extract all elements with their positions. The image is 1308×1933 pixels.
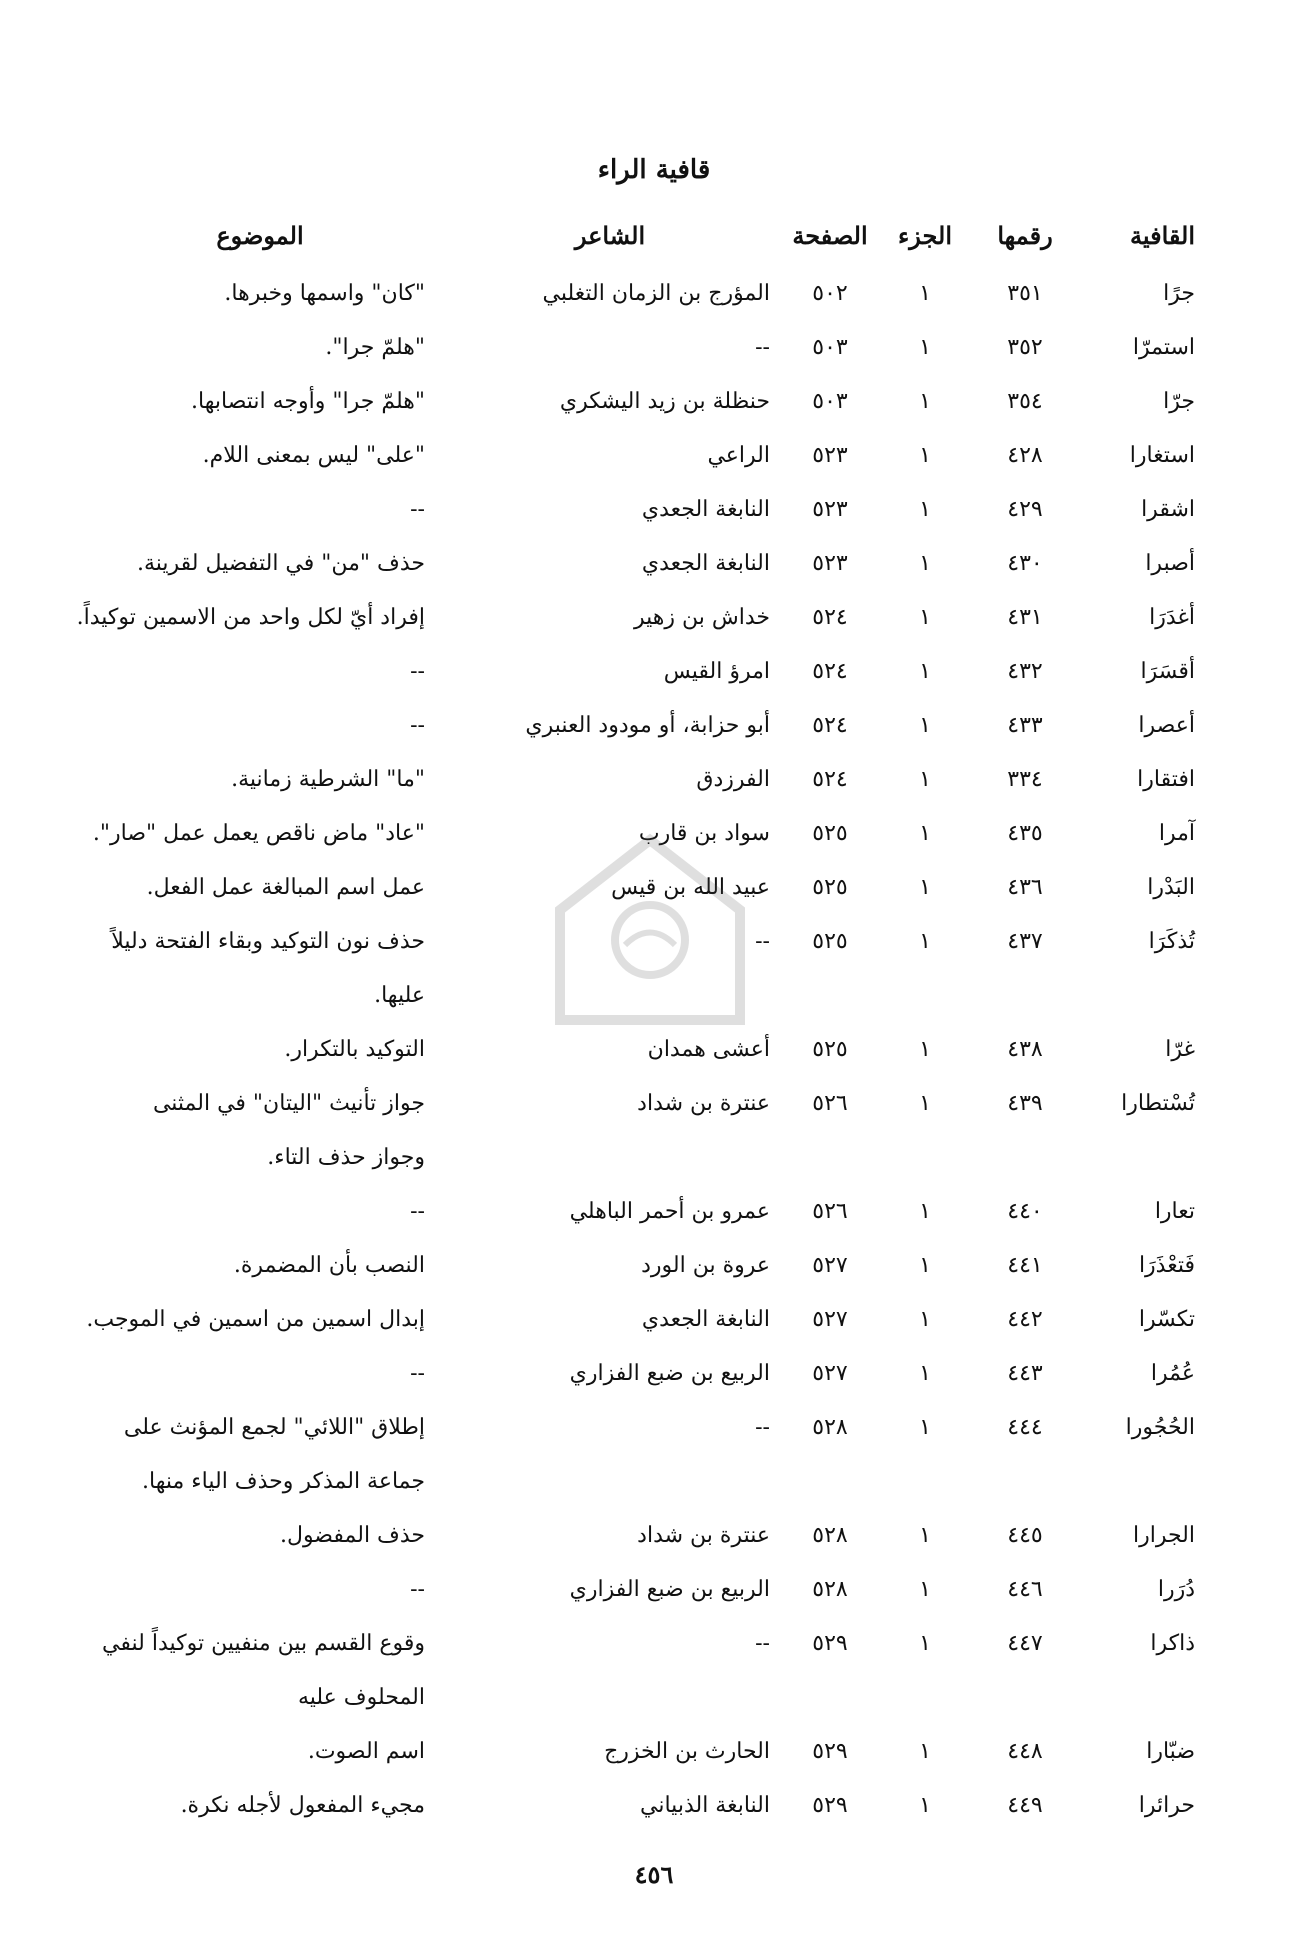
page-number: ٤٥٦ <box>634 1860 674 1889</box>
cell-rhyme: ضبّارا <box>1146 1739 1195 1764</box>
cell-page: ٥٢٩ <box>812 1739 848 1764</box>
table-row <box>95 1509 1195 1563</box>
cell-topic: عمل اسم المبالغة عمل الفعل. <box>146 875 425 900</box>
cell-poet: أبو حزابة، أو مودود العنبري <box>525 713 770 738</box>
cell-poet: النابغة الجعدي <box>641 497 770 522</box>
cell-part: ١ <box>919 443 931 468</box>
cell-part: ١ <box>919 821 931 846</box>
cell-rhyme: ذاكرا <box>1150 1631 1195 1656</box>
cell-rhyme: فَتعْذَرَا <box>1138 1253 1195 1278</box>
cell-poet: -- <box>755 929 770 954</box>
cell-page: ٥٢٦ <box>812 1199 848 1224</box>
cell-part: ١ <box>919 767 931 792</box>
cell-number: ٣٥٤ <box>1007 389 1043 414</box>
cell-poet: الحارث بن الخزرج <box>604 1739 770 1764</box>
cell-topic: "ما" الشرطية زمانية. <box>231 767 425 792</box>
cell-rhyme: جرًا <box>1163 281 1195 306</box>
cell-topic: -- <box>410 1577 425 1602</box>
cell-poet: امرؤ القيس <box>663 659 770 684</box>
cell-number: ٤٤٨ <box>1007 1739 1043 1764</box>
cell-topic: وقوع القسم بين منفيين توكيداً لنفي المحلوف عليه <box>102 1631 425 1710</box>
cell-part: ١ <box>919 389 931 414</box>
cell-number: ٣٣٤ <box>1007 767 1043 792</box>
cell-part: ١ <box>919 1523 931 1548</box>
cell-page: ٥٠٣ <box>812 335 848 360</box>
cell-part: ١ <box>919 875 931 900</box>
table-row <box>95 1401 1195 1509</box>
cell-number: ٤٣٣ <box>1007 713 1043 738</box>
cell-number: ٣٥١ <box>1007 281 1043 306</box>
cell-number: ٤٤٤ <box>1007 1415 1043 1440</box>
section-title: قافية الراء <box>597 155 711 185</box>
cell-part: ١ <box>919 1793 931 1818</box>
table-row <box>95 1185 1195 1239</box>
cell-page: ٥٢٨ <box>812 1415 848 1440</box>
table-row <box>95 1077 1195 1185</box>
cell-page: ٥٢٣ <box>812 443 848 468</box>
cell-page: ٥٢٥ <box>812 821 848 846</box>
cell-page: ٥٢٣ <box>812 551 848 576</box>
cell-rhyme: غرّا <box>1165 1037 1195 1062</box>
cell-topic: حذف نون التوكيد وبقاء الفتحة دليلاً عليها. <box>111 929 425 1008</box>
cell-page: ٥٢٦ <box>812 1091 848 1116</box>
cell-part: ١ <box>919 713 931 738</box>
cell-topic: النصب بأن المضمرة. <box>233 1253 425 1278</box>
cell-part: ١ <box>919 551 931 576</box>
cell-rhyme: أغدَرَا <box>1149 605 1195 630</box>
table-row <box>95 699 1195 753</box>
cell-rhyme: أقسَرَا <box>1140 659 1195 684</box>
table-row <box>95 1779 1195 1833</box>
cell-topic: "عاد" ماض ناقص يعمل عمل "صار". <box>92 821 425 846</box>
cell-page: ٥٢٨ <box>812 1523 848 1548</box>
header-part: الجزء <box>898 221 952 250</box>
table-row <box>95 483 1195 537</box>
table-row <box>95 429 1195 483</box>
cell-poet: الراعي <box>707 443 770 468</box>
table-row <box>95 1347 1195 1401</box>
cell-poet: الربيع بن ضبع الفزاري <box>569 1361 770 1386</box>
cell-part: ١ <box>919 1253 931 1278</box>
table-row <box>95 537 1195 591</box>
cell-poet: النابغة الجعدي <box>641 551 770 576</box>
cell-topic: "على" ليس بمعنى اللام. <box>202 443 425 468</box>
cell-poet: عمرو بن أحمر الباهلي <box>569 1199 770 1224</box>
cell-topic: إفراد أيّ لكل واحد من الاسمين توكيداً. <box>76 605 425 630</box>
cell-poet: الربيع بن ضبع الفزاري <box>569 1577 770 1602</box>
table-row <box>95 1239 1195 1293</box>
cell-part: ١ <box>919 1415 931 1440</box>
cell-part: ١ <box>919 1739 931 1764</box>
cell-number: ٤٤٢ <box>1007 1307 1043 1332</box>
cell-poet: سواد بن قارب <box>638 821 770 846</box>
cell-rhyme: حرائرا <box>1138 1793 1195 1818</box>
cell-topic: "كان" واسمها وخبرها. <box>224 281 425 306</box>
cell-rhyme: استمرّا <box>1132 335 1195 360</box>
cell-topic: جواز تأنيث "اليتان" في المثنى وجواز حذف التاء. <box>152 1091 425 1170</box>
cell-number: ٤٤٠ <box>1007 1199 1043 1224</box>
cell-topic: -- <box>410 713 425 738</box>
cell-number: ٤٤٣ <box>1007 1361 1043 1386</box>
cell-poet: عبيد الله بن قيس <box>611 875 770 900</box>
cell-number: ٤٣٥ <box>1007 821 1043 846</box>
cell-page: ٥٢٩ <box>812 1631 848 1656</box>
cell-rhyme: أصبرا <box>1145 551 1195 576</box>
cell-page: ٥٢٤ <box>812 605 848 630</box>
cell-part: ١ <box>919 929 931 954</box>
cell-rhyme: تُذكَرَا <box>1148 929 1195 954</box>
cell-part: ١ <box>919 605 931 630</box>
header-topic: الموضوع <box>216 221 304 250</box>
cell-poet: -- <box>755 335 770 360</box>
cell-part: ١ <box>919 335 931 360</box>
cell-poet: النابغة الذبياني <box>640 1793 770 1818</box>
cell-topic: -- <box>410 1361 425 1386</box>
cell-poet: النابغة الجعدي <box>641 1307 770 1332</box>
cell-page: ٥٢٧ <box>812 1253 848 1278</box>
cell-topic: -- <box>410 659 425 684</box>
cell-page: ٥٠٢ <box>812 281 848 306</box>
cell-poet: عنترة بن شداد <box>637 1523 770 1548</box>
cell-topic: اسم الصوت. <box>307 1739 425 1764</box>
cell-poet: عنترة بن شداد <box>637 1091 770 1116</box>
cell-poet: عروة بن الورد <box>641 1253 770 1278</box>
cell-part: ١ <box>919 1037 931 1062</box>
header-rhyme: القافية <box>1129 221 1195 250</box>
cell-number: ٤٤٧ <box>1007 1631 1043 1656</box>
cell-page: ٥٢٨ <box>812 1577 848 1602</box>
cell-number: ٤٤١ <box>1007 1253 1043 1278</box>
cell-topic: -- <box>410 1199 425 1224</box>
cell-rhyme: افتقارا <box>1137 767 1195 792</box>
table-row <box>76 591 1195 645</box>
cell-number: ٤٣٧ <box>1007 929 1043 954</box>
cell-poet: حنظلة بن زيد اليشكري <box>559 389 770 414</box>
cell-number: ٤٢٨ <box>1007 443 1043 468</box>
cell-topic: إبدال اسمين من اسمين في الموجب. <box>86 1307 425 1332</box>
cell-part: ١ <box>919 281 931 306</box>
cell-poet: الفرزدق <box>696 767 770 792</box>
cell-rhyme: أعصرا <box>1138 713 1195 738</box>
cell-page: ٥٢٩ <box>812 1793 848 1818</box>
cell-topic: حذف "من" في التفضيل لقرينة. <box>136 551 425 576</box>
cell-poet: أعشى همدان <box>647 1037 770 1062</box>
table-row <box>95 375 1195 429</box>
table-row <box>95 1725 1195 1779</box>
cell-rhyme: آمرا <box>1158 821 1195 846</box>
cell-topic: التوكيد بالتكرار. <box>284 1037 425 1062</box>
cell-page: ٥٢٧ <box>812 1307 848 1332</box>
header-number: رقمها <box>997 221 1053 250</box>
cell-rhyme: اشقرا <box>1141 497 1195 522</box>
cell-page: ٥٢٥ <box>812 1037 848 1062</box>
cell-page: ٥٢٤ <box>812 713 848 738</box>
watermark-logo <box>540 830 760 1030</box>
cell-part: ١ <box>919 1307 931 1332</box>
header-poet: الشاعر <box>574 221 646 250</box>
cell-part: ١ <box>919 497 931 522</box>
cell-rhyme: تعارا <box>1154 1199 1195 1224</box>
cell-page: ٥٠٣ <box>812 389 848 414</box>
cell-topic: إطلاق "اللائي" لجمع المؤنث على جماعة المذكر وحذف الياء منها. <box>123 1415 425 1494</box>
cell-topic: حذف المفضول. <box>279 1523 425 1548</box>
cell-rhyme: استغارا <box>1129 443 1195 468</box>
cell-rhyme: البَدْرا <box>1147 875 1195 900</box>
cell-poet: -- <box>755 1415 770 1440</box>
cell-number: ٤٤٥ <box>1007 1523 1043 1548</box>
cell-number: ٤٣٦ <box>1007 875 1043 900</box>
header-page: الصفحة <box>792 221 868 250</box>
cell-rhyme: الجرارا <box>1132 1523 1195 1548</box>
table-row <box>86 1293 1195 1347</box>
cell-part: ١ <box>919 1631 931 1656</box>
cell-poet: خداش بن زهير <box>634 605 770 630</box>
cell-number: ٣٥٢ <box>1007 335 1043 360</box>
cell-page: ٥٢٣ <box>812 497 848 522</box>
cell-topic: "هلمّ جرا" وأوجه انتصابها. <box>191 389 425 414</box>
cell-number: ٤٣٩ <box>1007 1091 1043 1116</box>
table-body <box>76 267 1195 1833</box>
cell-poet: المؤرج بن الزمان التغلبي <box>542 281 770 306</box>
cell-number: ٤٣١ <box>1007 605 1043 630</box>
cell-topic: "هلمّ جرا". <box>325 335 425 360</box>
cell-part: ١ <box>919 1577 931 1602</box>
cell-page: ٥٢٥ <box>812 875 848 900</box>
cell-part: ١ <box>919 659 931 684</box>
cell-rhyme: تكسّرا <box>1138 1307 1195 1332</box>
table-row <box>95 1023 1195 1077</box>
cell-rhyme: جرّا <box>1163 389 1195 414</box>
cell-topic: -- <box>410 497 425 522</box>
cell-rhyme: الحُجُورا <box>1125 1415 1195 1440</box>
table-row <box>95 267 1195 321</box>
cell-rhyme: تُسْتطارا <box>1121 1091 1195 1116</box>
cell-topic: مجيء المفعول لأجله نكرة. <box>180 1793 425 1818</box>
cell-number: ٤٤٩ <box>1007 1793 1043 1818</box>
cell-page: ٥٢٧ <box>812 1361 848 1386</box>
table-header-row <box>95 205 1195 267</box>
table-row <box>95 753 1195 807</box>
table-row <box>95 1617 1195 1725</box>
cell-page: ٥٢٥ <box>812 929 848 954</box>
cell-number: ٤٣٨ <box>1007 1037 1043 1062</box>
table-row <box>95 645 1195 699</box>
cell-part: ١ <box>919 1091 931 1116</box>
table-row <box>95 321 1195 375</box>
cell-page: ٥٢٤ <box>812 659 848 684</box>
cell-part: ١ <box>919 1361 931 1386</box>
cell-rhyme: دُرَرا <box>1157 1577 1195 1602</box>
cell-page: ٥٢٤ <box>812 767 848 792</box>
cell-rhyme: عُمُرا <box>1150 1361 1195 1386</box>
table-row <box>95 1563 1195 1617</box>
cell-part: ١ <box>919 1199 931 1224</box>
cell-number: ٤٣٠ <box>1007 551 1043 576</box>
cell-number: ٤٣٢ <box>1007 659 1043 684</box>
cell-number: ٤٤٦ <box>1007 1577 1043 1602</box>
cell-number: ٤٢٩ <box>1007 497 1043 522</box>
cell-poet: -- <box>755 1631 770 1656</box>
